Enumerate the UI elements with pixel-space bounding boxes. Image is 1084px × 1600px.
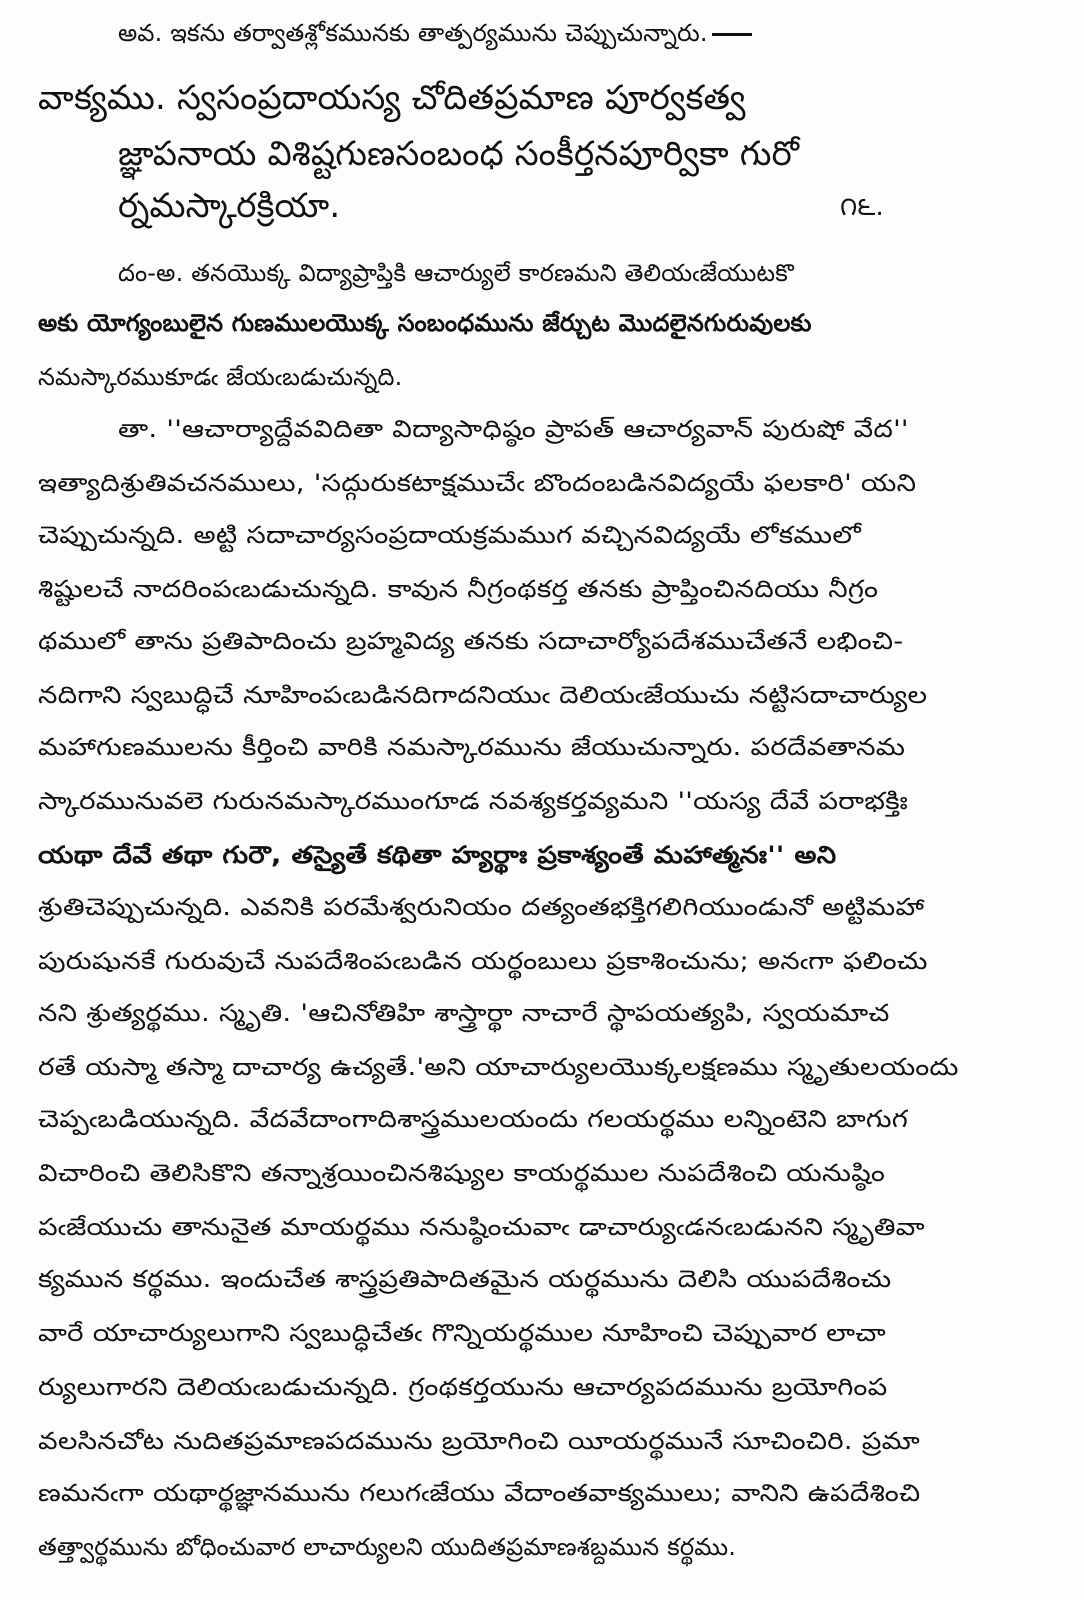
tatparyam-line-20: వలసినచోట నుదితప్రమాణపదమును బ్రయోగించి యీయర్థమునే సూచించిరి. ప్రమా (38, 1427, 920, 1455)
vakyam-number: ౧౬. (840, 192, 884, 222)
tatparyam-line-2: ఇత్యాదిశ్రుతివచనములు, 'సద్గురుకటాక్షముచేఁ బొందంబడినవిద్యయే ఫలకారి' యని (38, 469, 917, 497)
tatparyam-line-3: చెప్పుచున్నది. అట్టి సదాచార్యసంప్రదాయక్రమముగ వచ్చినవిద్యయే లోకములో (38, 521, 861, 549)
intro-text: అవ. ఇకను తర్వాతశ్లోకమునకు తాత్పర్యమును చెప్పుచున్నారు. (118, 19, 708, 47)
vakyam-line-2: జ్ఞాపనాయ విశిష్టగుణసంబంధ సంకీర్తనపూర్వికా గురో (118, 134, 800, 174)
tatparyam-line-22: తత్త్వార్థమును బోధించువార లాచార్యులని యుదితప్రమాణశబ్దమున కర్థము. (38, 1533, 737, 1561)
vakyam-line-3: ర్నమస్కారక్రియా. (118, 186, 341, 226)
tatparyam-line-11: పురుషునకే గురువుచే నుపదేశింపఁబడిన యర్థంబులు ప్రకాశించును; అనఁగా ఫలించు (38, 947, 928, 975)
tatparyam-line-12: నని శ్రుత్యర్థము. స్మృతి. 'ఆచినోతిహి శాస్త్రార్థా నాచారే స్థాపయత్యపి, స్వయమాచ (38, 999, 890, 1027)
vakyam-line-1: వాక్యము. స్వసంప్రదాయస్య చోదితప్రమాణ పూర్వకత్వ (38, 78, 746, 118)
tatparyam-line-13: రతే యస్మా తస్మా దాచార్య ఉచ్యతే.'అని యాచార్యులయొక్కలక్షణము స్మృతులయందు (38, 1053, 959, 1081)
tatparyam-line-5: థములో తాను ప్రతిపాదించు బ్రహ్మవిద్య తనకు సదాచార్యోపదేశముచేతనే లభించి- (38, 627, 904, 655)
tatparyam-line-15: విచారించి తెలిసికొని తన్నాశ్రయించినశిష్యుల కాయర్థముల నుపదేశించి యనుష్ఠిం (38, 1159, 886, 1187)
tatparyam-line-8: స్కారమునువలె గురునమస్కారముంగూడ నవశ్యకర్తవ్యమని ''యస్య దేవే పరాభక్తిః (38, 787, 909, 815)
tatparyam-line-16: పఁజేయుచు తానునైత మాయర్థము ననుష్ఠించువాఁ డాచార్యుఁడనఁబడునని స్మృతివా (38, 1213, 925, 1241)
tatparyam-line-7: మహాగుణములను కీర్తించి వారికి నమస్కారమును జేయుచున్నారు. పరదేవతానమ (38, 733, 906, 761)
tatparyam-line-17: క్యమున కర్థము. ఇందుచేత శాస్త్రప్రతిపాదితమైన యర్థమును దెలిసి యుపదేశించు (38, 1265, 892, 1293)
da-a-line-1: దం-అ. తనయొక్క విద్యాప్రాప్తికి ఆచార్యులే కారణమని తెలియఁజేయుటకొ (118, 259, 795, 287)
tatparyam-line-10: శ్రుతిచెప్పుచున్నది. ఎవనికి పరమేశ్వరునియం దత్యంతభక్తిగలిగియుండునో అట్టిమహా (38, 893, 925, 921)
tatparyam-line-19: ర్యులుగారని దెలియఁబడుచున్నది. గ్రంథకర్తయును ఆచార్యపదమును బ్రయోగింప (38, 1373, 888, 1401)
da-a-line-2: అకు యోగ్యంబులైన గుణములయొక్క సంబంధమును జేర్చుట మొదలైనగురువులకు (38, 309, 812, 337)
tatparyam-line-6: నదిగాని స్వబుద్ధిచే నూహింపఁబడినదిగాదనియుఁ దెలియఁజేయుచు నట్టిసదాచార్యుల (38, 681, 928, 709)
tatparyam-line-4: శిష్టులచే నాదరింపఁబడుచున్నది. కావున నీగ్రంథకర్త తనకు ప్రాప్తించినదియు నీగ్రం (38, 575, 879, 603)
da-a-line-3: నమస్కారముకూడఁ జేయఁబడుచున్నది. (38, 363, 403, 391)
tatparyam-line-1: తా. ''ఆచార్యాద్దేవవిదితా విద్యాసాధిష్ఠం ప్రాపత్ ఆచార్యవాన్ పురుషో వేద'' (118, 415, 909, 443)
intro-line (118, 18, 752, 48)
tatparyam-line-9: యథా దేవే తథా గురౌ, తస్యైతే కథితా హ్యర్థాః ప్రకాశ్యంతే మహాత్మనః'' అని (38, 841, 837, 869)
intro-dash (712, 33, 752, 36)
tatparyam-line-21: ణమనఁగా యథార్థజ్ఞానమును గలుగఁజేయు వేదాంతవాక్యములు; వానిని ఉపదేశించి (38, 1479, 921, 1507)
tatparyam-line-14: చెప్పఁబడియున్నది. వేదవేదాంగాదిశాస్త్రములయందు గలయర్థము లన్నింటెని బాగుగ (38, 1105, 909, 1133)
tatparyam-line-18: వారే యాచార్యులుగాని స్వబుద్ధిచేతఁ గొన్నియర్థముల నూహించి చెప్పువార లాచా (38, 1319, 886, 1347)
